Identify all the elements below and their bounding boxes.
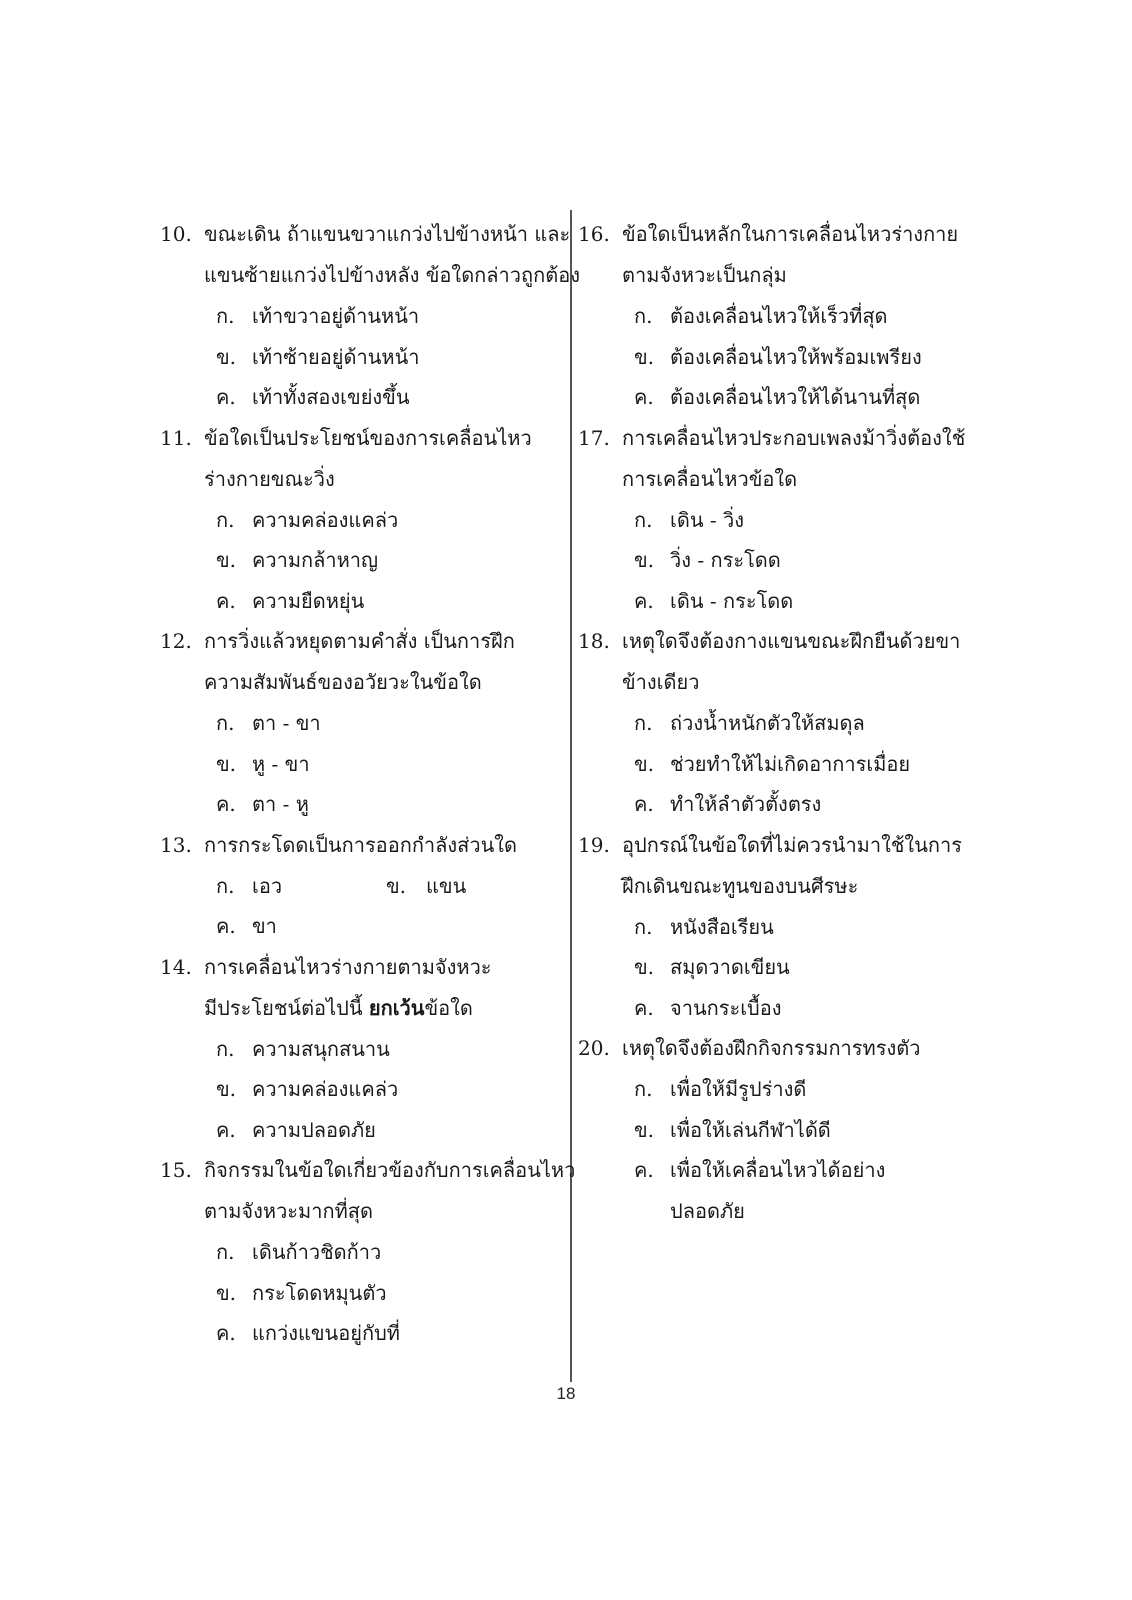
option-a: ก. ตา - ขา (216, 711, 321, 735)
option-b: ข. เท้าซ้ายอยู่ด้านหน้า (216, 344, 420, 369)
emphasis-text: ยกเว้น (368, 995, 425, 1020)
question-11 (160, 418, 570, 622)
question-number: 14. (160, 954, 192, 979)
option-c: ค. แกว่งแขนอยู่กับที่ (216, 1321, 400, 1345)
question-10 (160, 214, 580, 418)
question-20 (578, 1028, 978, 1231)
option-c: ค. ความปลอดภัย (216, 1117, 376, 1142)
option-b: ข. ช่วยทำให้ไม่เกิดอาการเมื่อย (634, 751, 911, 776)
question-text: การเคลื่อนไหวประกอบเพลงม้าวิ่งต้องใช้ (622, 425, 966, 450)
option-b: ข. ความกล้าหาญ (216, 548, 379, 572)
left-column (160, 214, 580, 1354)
option-a: ก. เดินก้าวชิดก้าว (216, 1240, 382, 1264)
option-a-b: ก. เอว ข. แขน (216, 873, 467, 898)
question-text: ข้อใดเป็นประโยชน์ของการเคลื่อนไหว (204, 425, 532, 450)
question-16 (578, 214, 978, 418)
page-number: 18 (556, 1384, 576, 1403)
option-c: ค. จานกระเบื้อง (634, 995, 782, 1020)
option-a: ก. หนังสือเรียน (634, 914, 774, 939)
question-15 (160, 1150, 576, 1354)
question-number: 11. (160, 425, 192, 450)
question-19 (578, 825, 978, 1029)
question-text: ขณะเดิน ถ้าแขนขวาแกว่งไปข้างหน้า และ (204, 222, 571, 246)
question-text: กิจกรรมในข้อใดเกี่ยวข้องกับการเคลื่อนไหว (204, 1158, 576, 1182)
question-text: ข้างเดียว (622, 670, 700, 694)
question-number: 20. (578, 1036, 610, 1060)
question-text: ร่างกายขณะวิ่ง (204, 466, 335, 491)
question-17 (578, 418, 978, 622)
question-text: เหตุใดจึงต้องกางแขนขณะฝึกยืนด้วยขา (622, 629, 961, 653)
option-c: ค. ตา - หู (216, 792, 309, 816)
option-c: ค. ต้องเคลื่อนไหวให้ได้นานที่สุด (634, 385, 921, 409)
question-text: มีประโยชน์ต่อไปนี้ ยกเว้นข้อใด (204, 995, 473, 1020)
question-text: ตามจังหวะเป็นกลุ่ม (622, 263, 787, 287)
option-a: ก. ต้องเคลื่อนไหวให้เร็วที่สุด (634, 304, 888, 328)
question-number: 10. (160, 222, 192, 246)
question-number: 19. (578, 832, 610, 857)
option-c: ค. ขา (216, 914, 277, 938)
option-c-continued: ปลอดภัย (670, 1198, 745, 1223)
option-b: ข. สมุดวาดเขียน (634, 955, 790, 979)
option-b: ข. หู - ขา (216, 751, 310, 776)
option-b: ข. ต้องเคลื่อนไหวให้พร้อมเพรียง (634, 344, 922, 369)
option-b: ข. กระโดดหมุนตัว (216, 1280, 387, 1305)
question-number: 15. (160, 1158, 192, 1182)
option-b: ข. เพื่อให้เล่นกีฬาได้ดี (634, 1117, 831, 1142)
question-text: การกระโดดเป็นการออกกำลังส่วนใด (204, 832, 518, 857)
option-a: ก. ถ่วงน้ำหนักตัวให้สมดุล (634, 711, 865, 735)
option-a: ก. ความคล่องแคล่ว (216, 507, 399, 532)
question-text: ฝึกเดินขณะทูนของบนศีรษะ (622, 873, 859, 898)
option-c: ค. เพื่อให้เคลื่อนไหวได้อย่าง (634, 1158, 886, 1182)
question-number: 12. (160, 629, 192, 653)
option-b: ข. วิ่ง - กระโดด (634, 548, 781, 572)
question-13 (160, 825, 570, 947)
option-a: ก. เท้าขวาอยู่ด้านหน้า (216, 304, 420, 328)
question-text: การเคลื่อนไหวร่างกายตามจังหวะ (204, 954, 492, 979)
question-12 (160, 621, 570, 825)
question-14 (160, 947, 570, 1151)
column-divider (570, 210, 572, 1382)
question-text: การเคลื่อนไหวข้อใด (622, 466, 798, 491)
question-number: 16. (578, 222, 610, 246)
option-a: ก. ความสนุกสนาน (216, 1036, 390, 1061)
question-text: ความสัมพันธ์ของอวัยวะในข้อใด (204, 670, 482, 694)
option-b: ข. ความคล่องแคล่ว (216, 1077, 399, 1101)
option-a: ก. เดิน - วิ่ง (634, 507, 744, 532)
question-text: ตามจังหวะมากที่สุด (204, 1199, 373, 1223)
question-text: แขนซ้ายแกว่งไปข้างหลัง ข้อใดกล่าวถูกต้อง (204, 263, 580, 287)
question-18 (578, 621, 978, 825)
option-c: ค. ความยืดหยุ่น (216, 588, 365, 613)
question-text: ข้อใดเป็นหลักในการเคลื่อนไหวร่างกาย (622, 222, 959, 246)
question-number: 17. (578, 425, 610, 450)
question-text: อุปกรณ์ในข้อใดที่ไม่ควรนำมาใช้ในการ (622, 832, 962, 857)
option-c: ค. เดิน - กระโดด (634, 588, 794, 613)
question-text: เหตุใดจึงต้องฝึกกิจกรรมการทรงตัว (622, 1036, 921, 1060)
option-a: ก. เพื่อให้มีรูปร่างดี (634, 1077, 807, 1101)
option-c: ค. ทำให้ลำตัวตั้งตรง (634, 792, 822, 816)
question-text: การวิ่งแล้วหยุดตามคำสั่ง เป็นการฝึก (204, 629, 515, 653)
question-number: 13. (160, 832, 192, 857)
option-c: ค. เท้าทั้งสองเขย่งขึ้น (216, 385, 410, 409)
right-column (578, 214, 978, 1231)
question-number: 18. (578, 629, 610, 653)
